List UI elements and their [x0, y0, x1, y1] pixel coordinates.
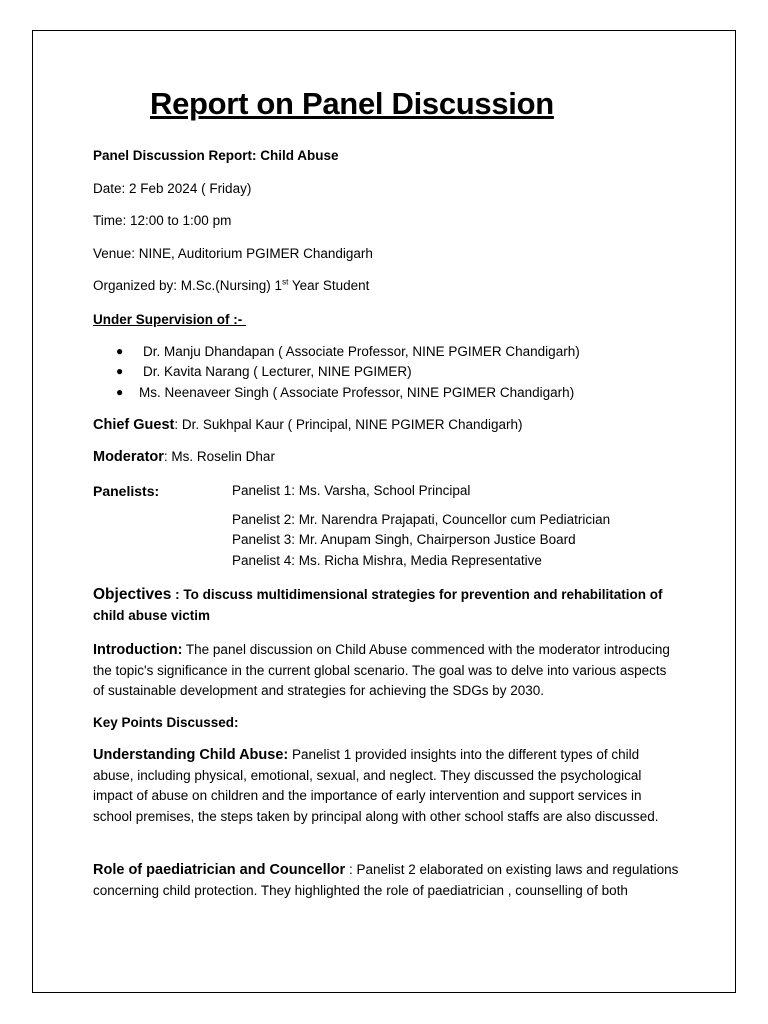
report-subject: Panel Discussion Report: Child Abuse [93, 148, 339, 163]
panelist-item: Panelist 4: Ms. Richa Mishra, Media Representative [232, 553, 542, 568]
chief-guest-value: : Dr. Sukhpal Kaur ( Principal, NINE PGIMER Chandigarh) [174, 417, 523, 432]
supervisor-item: Ms. Neenaveer Singh ( Associate Professor, NINE PGIMER Chandigarh) [139, 385, 575, 400]
organized-line [93, 278, 369, 294]
bullet-icon: ● [116, 385, 124, 399]
introduction-text: The panel discussion on Child Abuse commenced with the moderator introducing the topic's significance in the current global scenario. The goal was to delve into various aspects of sustainable development and strategies for achieving the SDGs by 2030. [93, 642, 670, 698]
objectives-text: : To discuss multidimensional strategies for prevention and rehabilitation of child abuse victim [93, 587, 663, 623]
bullet-icon: ● [116, 364, 124, 378]
panelist-item: Panelist 1: Ms. Varsha, School Principal [232, 483, 471, 498]
venue-line: Venue: NINE, Auditorium PGIMER Chandigarh [93, 246, 373, 261]
panelist-item: Panelist 3: Mr. Anupam Singh, Chairperson Justice Board [232, 532, 576, 547]
chief-guest-line [93, 417, 523, 433]
document-title: Report on Panel Discussion [150, 86, 554, 121]
role-label: Role of paediatrician and Councellor [93, 862, 346, 878]
key-points-heading: Key Points Discussed: [93, 715, 239, 730]
panelists-label: Panelists: [93, 483, 160, 499]
panelist-item: Panelist 2: Mr. Narendra Prajapati, Councellor cum Pediatrician [232, 512, 611, 527]
introduction-paragraph [93, 640, 678, 702]
organized-prefix: Organized by: M.Sc.(Nursing) 1 [93, 278, 283, 293]
role-text: : Panelist 2 elaborated on existing laws and regulations concerning child protection. They highlighted the role of paediatrician , counselling of both [93, 862, 679, 898]
moderator-value: : Ms. Roselin Dhar [163, 449, 275, 464]
moderator-label: Moderator [93, 449, 164, 465]
objectives-label: Objectives [93, 586, 172, 603]
supervision-heading: Under Supervision of :- [93, 312, 247, 327]
introduction-label: Introduction: [93, 642, 183, 658]
understanding-text: Panelist 1 provided insights into the different types of child abuse, including physical, emotional, sexual, and neglect. They discussed the psychological impact of abuse on children and the importance of early intervention and support services in school premises, the steps taken by principal along with other school staffs are also discussed. [93, 747, 659, 824]
understanding-label: Understanding Child Abuse: [93, 747, 289, 763]
organized-suffix: Year Student [288, 278, 370, 293]
objectives-paragraph [93, 585, 673, 626]
organized-sup: st [282, 277, 289, 287]
date-line: Date: 2 Feb 2024 ( Friday) [93, 181, 252, 196]
supervisor-item: Dr. Manju Dhandapan ( Associate Professor, NINE PGIMER Chandigarh) [143, 344, 580, 359]
chief-guest-label: Chief Guest [93, 417, 175, 433]
bullet-icon: ● [116, 344, 124, 358]
understanding-paragraph [93, 745, 668, 827]
role-paragraph [93, 860, 683, 901]
supervisor-item: Dr. Kavita Narang ( Lecturer, NINE PGIMER) [143, 364, 412, 379]
time-line: Time: 12:00 to 1:00 pm [93, 213, 232, 228]
moderator-line [93, 449, 275, 465]
